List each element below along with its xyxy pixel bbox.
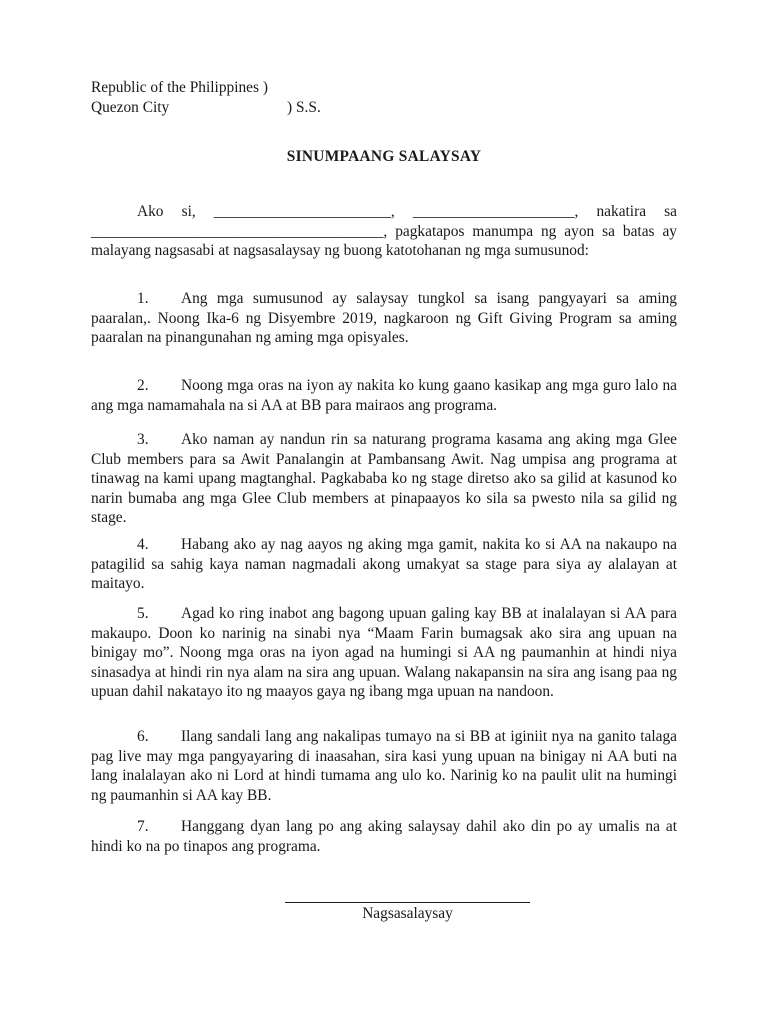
item-6 (91, 727, 677, 805)
item-2 (91, 376, 677, 415)
item-1 (91, 289, 677, 348)
venue-line-2 (91, 98, 321, 118)
item-number: 7. (137, 818, 149, 835)
item-number: 4. (137, 536, 149, 553)
item-3 (91, 430, 677, 528)
item-text: Agad ko ring inabot ang bagong upuan galing kay BB at inalalayan si AA para makaupo. Doon ko narinig na sinabi nya “Maam Farin bumagsak ako sira ang upuan na binigay mo”. Noong mga oras na iyon agad na humingi si AA ng paumanhin at hindi niya sinasadya at hindi rin nya alam na sira ang upuan. Walang nakapansin na sira ang isang paa ng upuan dahil nakatayo ito ng maayos gaya ng ibang mga upuan na nandoon. (91, 605, 677, 700)
intro-paragraph (91, 202, 677, 261)
item-text: Ako naman ay nandun rin sa naturang programa kasama ang aking mga Glee Club members para sa Awit Panalangin at Pambansang Awit. Nag umpisa ang programa at tinawag na kami upang magtanghal. Pagkababa ko ng stage diretso ako sa gilid at kasunod ko narin bumaba ang mga Glee Club members at pinapaayos ko sila sa pwesto nila sa gilid ng stage. (91, 431, 677, 526)
venue-city: Quezon City (91, 99, 170, 116)
venue-ss: ) S.S. (287, 99, 321, 116)
item-4 (91, 535, 677, 594)
item-number: 6. (137, 728, 149, 745)
item-number: 2. (137, 377, 149, 394)
item-number: 1. (137, 290, 149, 307)
document-title: SINUMPAANG SALAYSAY (286, 148, 482, 165)
item-text: Noong mga oras na iyon ay nakita ko kung gaano kasikap ang mga guro lalo na ang mga namamahala na si AA at BB para mairaos ang programa. (91, 377, 677, 414)
venue-line-1 (91, 78, 268, 98)
intro-text: Ako si, _______________________, _____________________, nakatira sa ______________________________________, pagkatapos manumpa ng ayon sa batas ay malayang nagsasabi at nagsasalaysay ng buong katotohanan ng mga sumusunod: (91, 203, 677, 259)
item-number: 3. (137, 431, 149, 448)
item-text: Hanggang dyan lang po ang aking salaysay dahil ako din po ay umalis na at hindi ko na po tinapos ang programa. (91, 818, 677, 855)
venue-block (91, 78, 321, 118)
item-text: Habang ako ay nag aayos ng aking mga gamit, nakita ko si AA na nakaupo na patagilid sa sahig kaya naman nagmadali akong umakyat sa stage para siya ay alalayan at maitayo. (91, 536, 677, 592)
item-number: 5. (137, 605, 149, 622)
signature-line (285, 902, 530, 903)
signature-label: Nagsasalaysay (362, 905, 453, 922)
venue-republic: Republic of the Philippines ) (91, 79, 268, 96)
item-text: Ang mga sumusunod ay salaysay tungkol sa isang pangyayari sa aming paaralan,. Noong Ika-6 ng Disyembre 2019, nagkaroon ng Gift Giving Program sa aming paaralan na pinangunahan ng aming mga opisyales. (91, 290, 677, 346)
item-7 (91, 817, 677, 856)
item-5 (91, 604, 677, 702)
item-text: Ilang sandali lang ang nakalipas tumayo na si BB at iginiit nya na ganito talaga pag live may mga pangyayaring di inaasahan, sira kasi yung upuan na binigay ni AA buti na lang inalalayan ako ni Lord at hindi tumama ang ulo ko. Narinig ko na paulit ulit na humingi ng paumanhin si AA kay BB. (91, 728, 677, 804)
